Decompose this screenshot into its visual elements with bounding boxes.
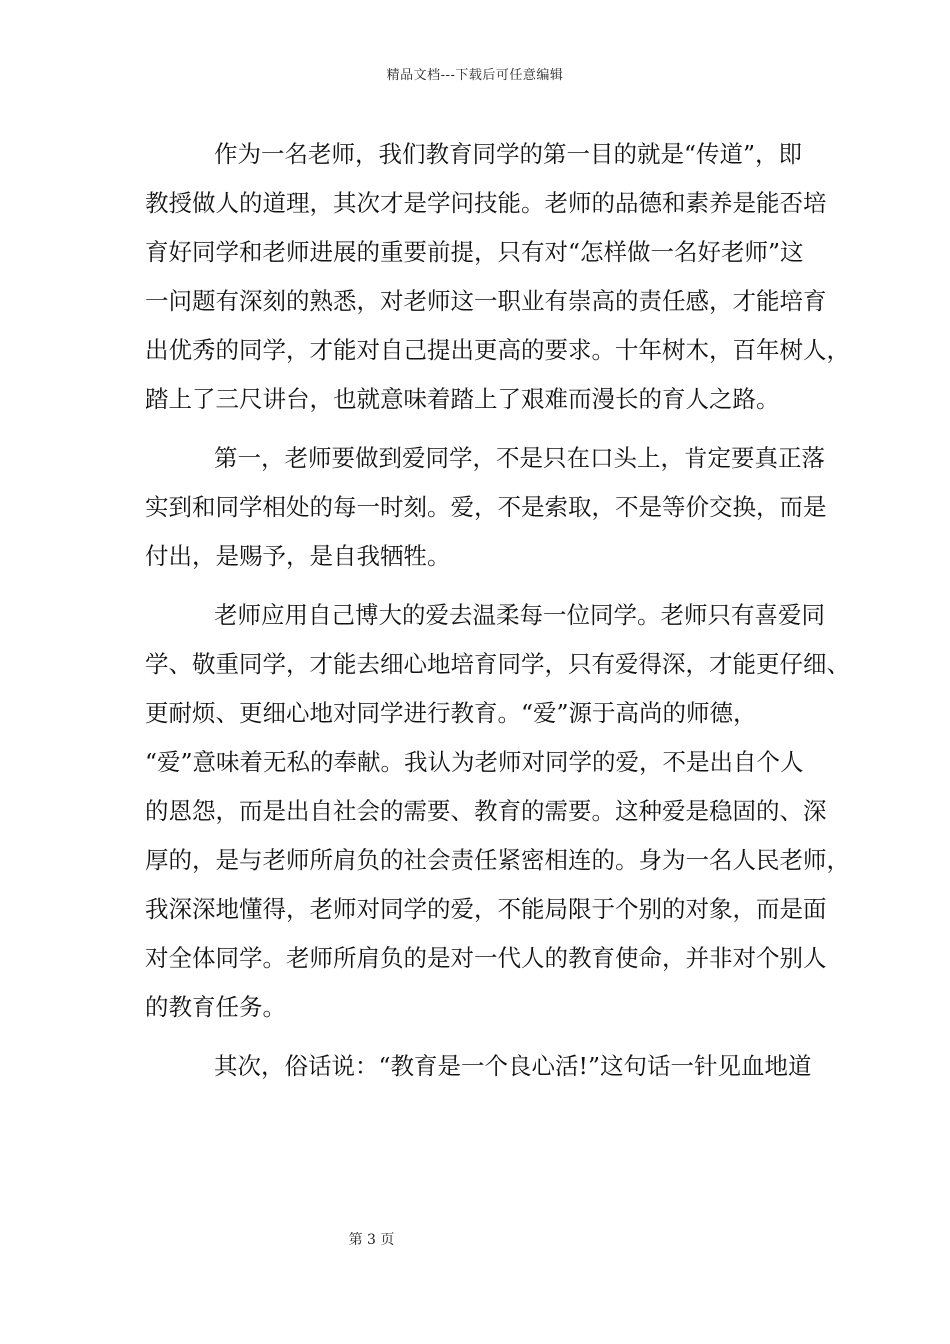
body-text xyxy=(145,130,850,1091)
text-line: 更耐烦、更细心地对同学进行教育。“爱”源于高尚的师德， xyxy=(145,699,757,727)
paragraph-4 xyxy=(145,1042,825,1091)
paragraph-2 xyxy=(145,434,825,581)
text-line: 作为一名老师，我们教育同学的第一目的就是“传道”，即 xyxy=(214,140,803,168)
paragraph-3 xyxy=(145,591,850,1032)
text-line: 实到和同学相处的每一时刻。爱，不是索取，不是等价交换，而是 xyxy=(145,493,827,521)
page-number: 第 3 页 xyxy=(348,1232,395,1248)
text-line: 付出，是赐予，是自我牺牲。 xyxy=(145,542,451,570)
text-line: 其次，俗话说：“教育是一个良心活!”这句话一针见血地道 xyxy=(214,1052,812,1080)
text-line: 一问题有深刻的熟悉，对老师这一职业有崇高的责任感，才能培育 xyxy=(145,287,827,315)
text-line: 育好同学和老师进展的重要前提，只有对“怎样做一名好老师”这 xyxy=(145,238,804,266)
page-header: 精品文档---下载后可任意编辑 xyxy=(386,68,564,83)
text-line: 踏上了三尺讲台，也就意味着踏上了艰难而漫长的育人之路。 xyxy=(145,385,780,413)
paragraph-1 xyxy=(145,130,850,424)
text-line: 第一，老师要做到爱同学，不是只在口头上，肯定要真正落 xyxy=(214,444,825,472)
text-line: 的教育任务。 xyxy=(145,993,286,1021)
text-line: 学、敬重同学，才能去细心地培育同学，只有爱得深，才能更仔细、 xyxy=(145,650,850,678)
text-line: 我深深地懂得，老师对同学的爱，不能局限于个别的对象，而是面 xyxy=(145,895,827,923)
text-line: 出优秀的同学，才能对自己提出更高的要求。十年树木，百年树人， xyxy=(145,336,850,364)
text-line: 的恩怨，而是出自社会的需要、教育的需要。这种爱是稳固的、深 xyxy=(145,797,827,825)
text-line: 老师应用自己博大的爱去温柔每一位同学。老师只有喜爱同 xyxy=(214,601,825,629)
text-line: 教授做人的道理，其次才是学问技能。老师的品德和素养是能否培 xyxy=(145,189,827,217)
text-line: “爱”意味着无私的奉献。我认为老师对同学的爱，不是出自个人 xyxy=(145,748,804,776)
text-line: 厚的，是与老师所肩负的社会责任紧密相连的。身为一名人民老师， xyxy=(145,846,850,874)
text-line: 对全体同学。老师所肩负的是对一代人的教育使命，并非对个别人 xyxy=(145,944,827,972)
